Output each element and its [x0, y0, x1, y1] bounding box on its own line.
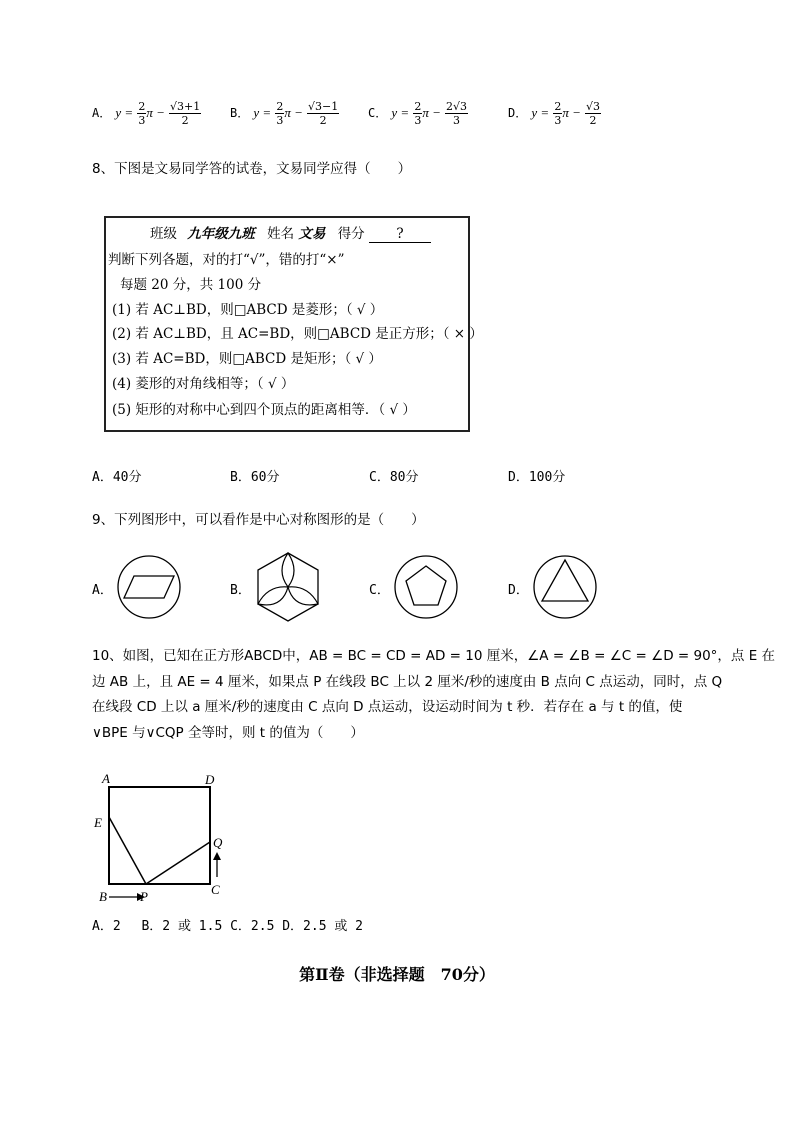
denominator: 3	[414, 114, 422, 127]
q10-line: 10、如图，已知在正方形ABCD中，AB = BC = CD = AD = 10 厘米，∠A = ∠B = ∠C = ∠D = 90°，点 E 在	[92, 648, 776, 664]
q8-option-d[interactable]: D．100分	[508, 470, 566, 485]
circle-triangle-icon	[532, 554, 598, 620]
denominator: 2	[181, 114, 189, 127]
option-letter: A．	[92, 583, 113, 598]
numerator: √3−1	[308, 100, 339, 113]
paper-item: (1) 若 AC⊥BD，则□ABCD 是菱形；（ √ ）	[112, 302, 384, 318]
fraction	[413, 100, 422, 127]
score-value: ?	[369, 226, 431, 243]
numerator: √3+1	[170, 100, 201, 113]
option-letter: D．	[508, 583, 529, 598]
numerator: 2	[138, 100, 146, 113]
numerator: 2	[276, 100, 284, 113]
numerator: √3	[586, 100, 601, 113]
q7-option-d[interactable]	[508, 100, 601, 127]
paper-instruction: 判断下列各题，对的打“√”，错的打“×”	[108, 252, 345, 268]
numerator: 2	[554, 100, 562, 113]
denominator: 3	[554, 114, 562, 127]
q9-option-a[interactable]	[92, 554, 192, 620]
q9-option-c[interactable]	[369, 554, 469, 620]
denominator: 3	[276, 114, 284, 127]
fraction	[445, 100, 468, 127]
vertex-label-c: C	[211, 882, 220, 897]
vertex-label-b: B	[99, 889, 107, 904]
vertex-label-a: A	[102, 771, 110, 786]
pi-term: π −	[422, 105, 441, 120]
vertex-label-d: D	[205, 772, 215, 787]
q10-square-figure	[92, 770, 242, 905]
exam-paper-image	[104, 216, 483, 432]
fraction	[585, 100, 601, 127]
paper-item: (4) 菱形的对角线相等；（ √ ）	[112, 376, 295, 392]
name-value: 文易	[298, 226, 326, 242]
hexagon-three-petals-icon	[254, 551, 322, 623]
equation-prefix: y =	[391, 105, 410, 120]
q7-option-a[interactable]	[92, 100, 201, 127]
equation-prefix: y =	[531, 105, 550, 120]
denominator: 3	[138, 114, 146, 127]
q9-option-b[interactable]	[230, 551, 330, 623]
paper-item: (5) 矩形的对称中心到四个顶点的距离相等．（ √ ）	[112, 402, 416, 418]
q10-stem	[92, 644, 776, 746]
q10-line: ∨BPE 与∨CQP 全等时，则 t 的值为（ ）	[92, 724, 364, 741]
numerator: 2√3	[446, 100, 468, 113]
fraction	[275, 100, 284, 127]
q8-stem: 8、下图是文易同学答的试卷，文易同学应得（ ）	[92, 161, 412, 177]
q7-option-b[interactable]	[230, 100, 339, 127]
point-label-p: P	[140, 889, 148, 904]
equation-prefix: y =	[115, 105, 134, 120]
paper-points: 每题 20 分，共 100 分	[120, 277, 262, 293]
circle-parallelogram-icon	[116, 554, 182, 620]
score-label: 得分	[337, 226, 365, 242]
q10-line: 在线段 CD 上以 a 厘米/秒的速度由 C 点向 D 点运动，设运动时间为 t 秒．若存在 a 与 t 的值，使	[92, 699, 683, 715]
class-label: 班级	[150, 226, 177, 242]
circle-pentagon-icon	[393, 554, 459, 620]
paper-header	[150, 222, 431, 243]
q10-options[interactable]: A．2 B．2 或 1.5 C．2.5 D．2.5 或 2	[92, 919, 364, 934]
paper-item: (3) 若 AC=BD，则□ABCD 是矩形；（ √ ）	[112, 351, 382, 367]
q7-option-c[interactable]	[368, 100, 468, 127]
q8-option-b[interactable]: B．60分	[230, 470, 280, 485]
fraction	[169, 100, 201, 127]
option-letter: C．	[369, 583, 390, 598]
q7-options	[92, 100, 652, 138]
point-label-q: Q	[213, 835, 223, 850]
pi-term: π −	[146, 105, 165, 120]
option-letter: B．	[230, 583, 251, 598]
denominator: 2	[319, 114, 327, 127]
paper-item: (2) 若 AC⊥BD，且 AC=BD，则□ABCD 是正方形；（ × ）	[112, 326, 483, 342]
class-value: 九年级九班	[187, 226, 255, 242]
equation-prefix: y =	[253, 105, 272, 120]
q8-option-a[interactable]: A．40分	[92, 470, 142, 485]
section-title: 第Ⅱ卷（非选择题 70分）	[299, 965, 495, 984]
name-label: 姓名	[267, 226, 295, 242]
fraction	[553, 100, 562, 127]
q9-option-d[interactable]	[508, 554, 608, 620]
numerator: 2	[414, 100, 422, 113]
denominator: 3	[453, 114, 460, 127]
pi-term: π −	[562, 105, 581, 120]
pi-term: π −	[284, 105, 303, 120]
fraction	[307, 100, 339, 127]
option-letter: A．	[92, 106, 112, 120]
q8-options	[92, 466, 652, 484]
denominator: 2	[589, 114, 597, 127]
option-letter: D．	[508, 106, 528, 120]
point-label-e: E	[94, 815, 102, 830]
option-letter: B．	[230, 106, 250, 120]
q9-stem: 9、下列图形中，可以看作是中心对称图形的是（ ）	[92, 512, 425, 528]
fraction	[137, 100, 146, 127]
q8-option-c[interactable]: C．80分	[369, 470, 419, 485]
option-letter: C．	[368, 106, 388, 120]
q10-line: 边 AB 上，且 AE = 4 厘米，如果点 P 在线段 BC 上以 2 厘米/秒的速度由 B 点向 C 点运动，同时，点 Q	[92, 673, 723, 690]
